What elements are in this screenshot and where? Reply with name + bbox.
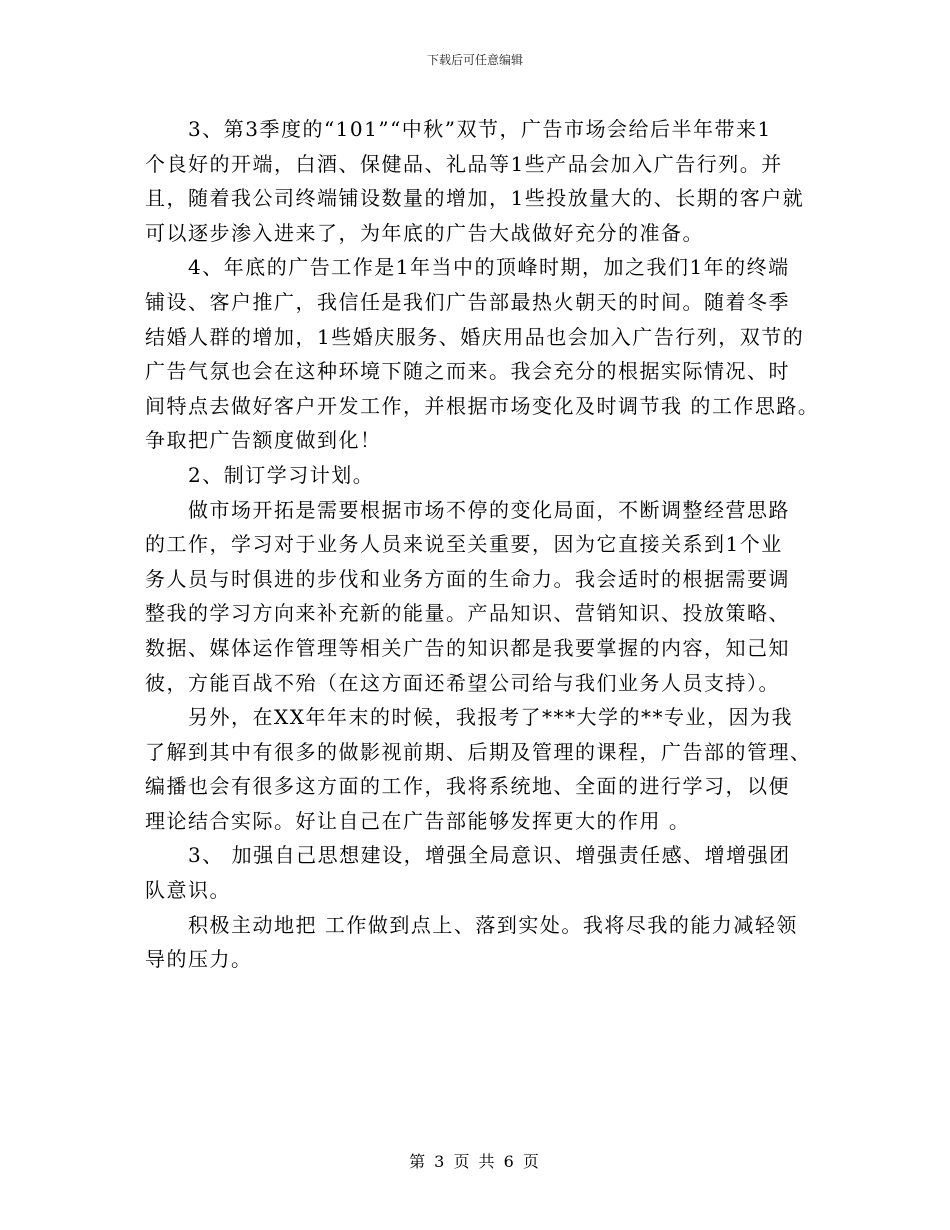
text-line: 彼，方能百战不殆（在这方面还希望公司给与我们业务人员支持）。 (145, 670, 780, 695)
paragraph (145, 250, 825, 458)
text-line: 理论结合实际。好让自己在广告部能够发挥更大的作用 。 (145, 808, 691, 833)
text-line: 队意识。 (145, 878, 231, 903)
text-line: 积极主动地把 工作做到点上、落到实处。我将尽我的能力减轻领 (188, 912, 798, 937)
text-line: 编播也会有很多这方面的工作，我将系统地、全面的进行学习，以便 (145, 774, 790, 799)
text-line: 且，随着我公司终端铺设数量的增加，1些投放量大的、长期的客户就 (145, 186, 805, 211)
paragraph (145, 700, 825, 838)
section-heading (145, 458, 825, 493)
header-caption: 下载后可任意编辑 (426, 53, 523, 67)
paragraph (145, 493, 825, 701)
document-body (145, 112, 825, 977)
paragraph (145, 908, 825, 977)
text-line: 数据、媒体运作管理等相关广告的知识都是我要掌握的内容，知己知 (145, 635, 790, 660)
text-line: 4、年底的广告工作是1年当中的顶峰时期，加之我们1年的终端 (188, 255, 790, 280)
text-line: 务人员与时俱进的步伐和业务方面的生命力。我会适时的根据需要调 (145, 566, 790, 591)
text-line: 可以逐步渗入进来了，为年底的广告大战做好充分的准备。 (145, 220, 704, 245)
text-line: 做市场开拓是需要根据市场不停的变化局面，不断调整经营思路 (188, 497, 790, 522)
text-line: 广告气氛也会在这种环境下随之而来。我会充分的根据实际情况、时 (145, 359, 790, 384)
section-heading (145, 838, 825, 907)
page-number: 第 3 页 共 6 页 (409, 1152, 541, 1171)
text-line: 2、制订学习计划。 (188, 462, 375, 487)
text-line: 3、第3季度的“101”“中秋”双节，广告市场会给后半年带来1 (188, 117, 772, 141)
page-footer (0, 1152, 950, 1172)
paragraph (145, 112, 825, 250)
text-line: 争取把广告额度做到化！ (145, 428, 382, 453)
text-line: 间特点去做好客户开发工作，并根据市场变化及时调节我 的工作思路。 (145, 393, 820, 418)
text-line: 的工作，学习对于业务人员来说至关重要，因为它直接关系到1个业 (145, 532, 783, 557)
text-line: 整我的学习方向来补充新的能量。产品知识、营销知识、投放策略、 (145, 601, 790, 626)
text-line: 3、 加强自己思想建设，增强全局意识、增强责任感、增增强团 (188, 843, 791, 868)
text-line: 铺设、客户推广，我信任是我们广告部最热火朝天的时间。随着冬季 (145, 289, 790, 314)
text-line: 了解到其中有很多的做影视前期、后期及管理的课程，广告部的管理、 (145, 739, 812, 764)
text-line: 导的压力。 (145, 947, 253, 972)
text-line: 结婚人群的增加，1些婚庆服务、婚庆用品也会加入广告行列，双节的 (145, 324, 805, 349)
page-header (0, 52, 950, 68)
text-line: 个良好的开端，白酒、保健品、礼品等1些产品会加入广告行列。并 (145, 151, 783, 176)
text-line: 另外，在XX年年末的时候，我报考了***大学的**专业，因为我 (188, 705, 793, 730)
